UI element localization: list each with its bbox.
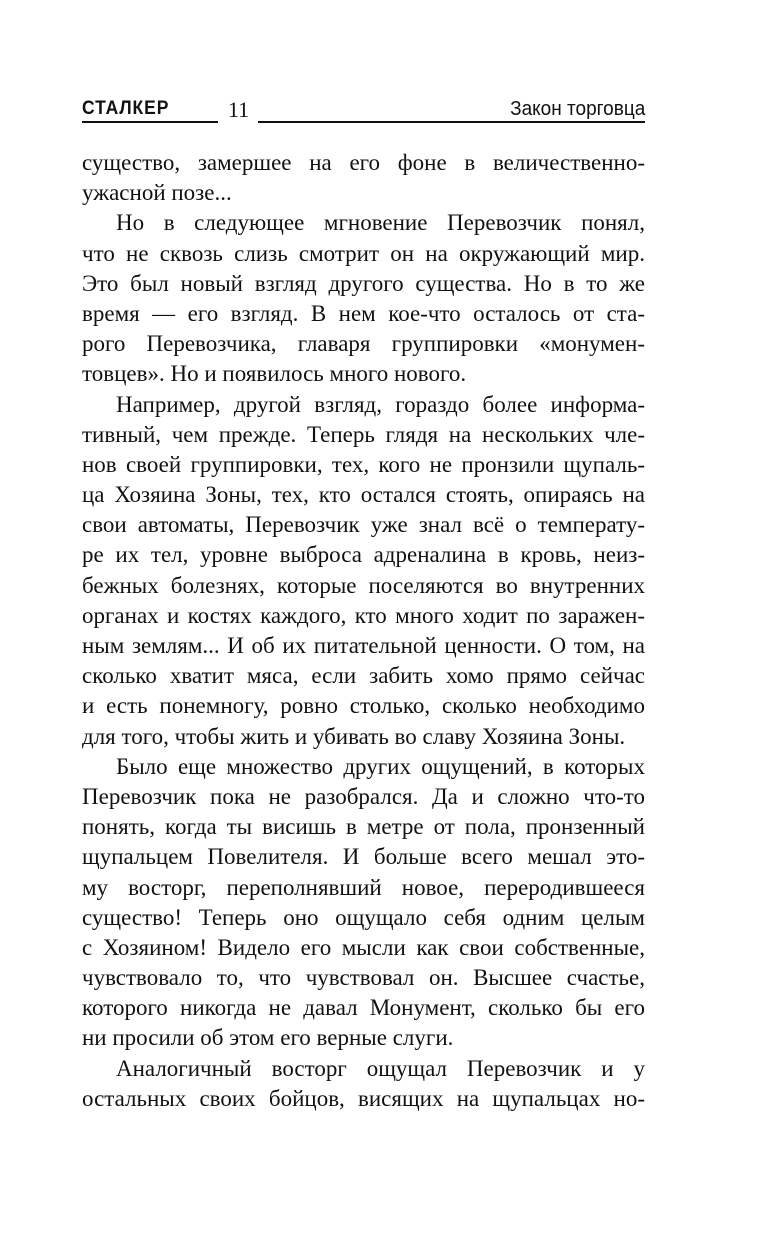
body-text — [82, 148, 645, 1114]
text-line: свои автоматы, Перевозчик уже знал всё о температу- — [82, 512, 645, 538]
paragraph — [82, 390, 645, 752]
text-line: сколько хватит мяса, если забить хомо прямо сейчас — [82, 663, 645, 689]
text-line: органах и костях каждого, кто много ходит по заражен- — [82, 602, 645, 628]
text-line: существо, замершее на его фоне в величественно- — [82, 150, 645, 175]
running-header — [82, 96, 645, 126]
text-line: Аналогичный восторг ощущал Перевозчик и у — [116, 1055, 645, 1081]
text-line: Но в следующее мгновение Перевозчик понял, — [116, 210, 645, 236]
book-title: Закон торговца — [509, 98, 645, 120]
series-title: СТАЛКЕР — [82, 98, 170, 119]
text-line: ным землям... И об их питательной ценности. О том, на — [82, 633, 645, 658]
text-line: ре их тел, уровне выброса адреналина в кровь, неиз- — [82, 542, 645, 568]
paragraph — [82, 208, 645, 389]
header-rule-left — [82, 121, 218, 123]
text-line: ни просили об этом его верные слуги. — [82, 1025, 454, 1051]
paragraph — [82, 752, 645, 1054]
text-line: рого Перевозчика, главаря группировки «монумен- — [82, 331, 645, 357]
header-rule-right — [258, 121, 645, 123]
text-line: время — его взгляд. В нем кое-что осталось от ста- — [82, 300, 645, 326]
text-line: с Хозяином! Видело его мысли как свои собственные, — [82, 934, 645, 960]
text-line: понять, когда ты висишь в метре от пола, пронзенный — [82, 814, 645, 840]
text-line: что не сквозь слизь смотрит он на окружающий мир. — [82, 240, 645, 266]
text-line: для того, чтобы жить и убивать во славу Хозяина Зоны. — [82, 723, 626, 749]
text-line: Например, другой взгляд, гораздо более информа- — [116, 391, 645, 417]
text-line: чувствовало то, что чувствовал он. Высшее счастье, — [82, 965, 645, 991]
text-line: ца Хозяина Зоны, тех, кто остался стоять, опираясь на — [82, 482, 645, 508]
paragraph — [82, 1054, 645, 1114]
text-line: тивный, чем прежде. Теперь глядя на нескольких чле- — [82, 421, 645, 447]
text-line: Было еще множество других ощущений, в которых — [116, 753, 645, 779]
text-line: существо! Теперь оно ощущало себя одним целым — [82, 904, 645, 930]
text-line: которого никогда не давал Монумент, сколько бы его — [82, 995, 645, 1021]
text-line: щупальцем Повелителя. И больше всего мешал это- — [82, 844, 645, 870]
text-line: нов своей группировки, тех, кого не пронзили щупаль- — [82, 451, 645, 477]
text-line: му восторг, переполнявший новое, переродившееся — [82, 874, 645, 900]
text-line: Перевозчик пока не разобрался. Да и сложно что-то — [82, 783, 645, 809]
text-line: и есть понемногу, ровно столько, сколько необходимо — [82, 693, 645, 719]
page-number: 11 — [228, 97, 250, 122]
text-line: остальных своих бойцов, висящих на щупальцах но- — [82, 1085, 645, 1111]
text-line: товцев». Но и появилось много нового. — [82, 361, 467, 387]
paragraph — [82, 148, 645, 208]
text-line: бежных болезнях, которые поселяются во внутренних — [82, 572, 645, 598]
text-line: Это был новый взгляд другого существа. Но в то же — [82, 270, 645, 296]
text-line: ужасной позе... — [82, 180, 232, 206]
